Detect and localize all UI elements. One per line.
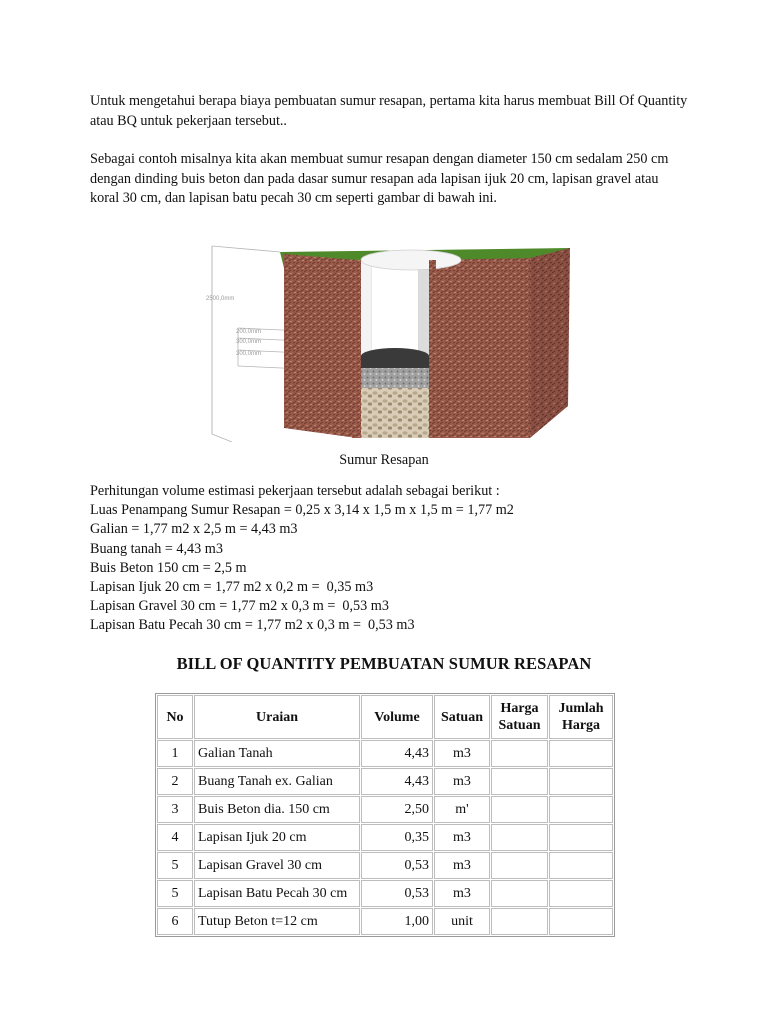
header-no: No [157, 695, 193, 739]
well-cross-section-illustration [192, 238, 582, 442]
row-no: 2 [157, 768, 193, 795]
header-harga-satuan [491, 695, 548, 739]
row-satuan: m3 [434, 824, 490, 851]
row-harga-satuan [491, 824, 548, 851]
row-uraian: Lapisan Batu Pecah 30 cm [194, 880, 360, 907]
header-harga-satuan-line1: Harga [500, 701, 539, 716]
dim-batu-label: 300,0mm [236, 351, 262, 357]
row-harga-satuan [491, 796, 548, 823]
soil-left [284, 254, 357, 438]
dim-gravel-label: 300,0mm [236, 339, 262, 345]
row-harga-satuan [491, 740, 548, 767]
soil-right [432, 258, 530, 438]
header-volume: Volume [361, 695, 433, 739]
row-satuan: m3 [434, 768, 490, 795]
intro-paragraph-1: Untuk mengetahui berapa biaya pembuatan sumur resapan, pertama kita harus membuat Bill Of Quantity atau BQ untuk pekerjaan tersebut.. [90, 93, 688, 129]
row-jumlah-harga [549, 768, 613, 795]
row-volume: 0,35 [361, 824, 433, 851]
row-jumlah-harga [549, 880, 613, 907]
row-harga-satuan [491, 880, 548, 907]
row-uraian: Galian Tanah [194, 740, 360, 767]
table-row [157, 740, 613, 767]
row-volume: 0,53 [361, 852, 433, 879]
calc-heading: Perhitungan volume estimasi pekerjaan tersebut adalah sebagai berikut : [90, 483, 500, 499]
table-row [157, 824, 613, 851]
calculation-block [90, 482, 690, 636]
row-satuan: m3 [434, 740, 490, 767]
bq-table [155, 693, 615, 937]
row-no: 6 [157, 908, 193, 935]
calc-line: Luas Penampang Sumur Resapan = 0,25 x 3,14 x 1,5 m x 1,5 m = 1,77 m2 [90, 502, 514, 519]
row-uraian: Tutup Beton t=12 cm [194, 908, 360, 935]
table-row [157, 852, 613, 879]
row-harga-satuan [491, 908, 548, 935]
figure-caption: Sumur Resapan [339, 452, 429, 468]
row-volume: 2,50 [361, 796, 433, 823]
calc-line: Galian = 1,77 m2 x 2,5 m = 4,43 m3 [90, 521, 298, 538]
row-jumlah-harga [549, 824, 613, 851]
row-no: 1 [157, 740, 193, 767]
row-uraian: Lapisan Ijuk 20 cm [194, 824, 360, 851]
calc-line: Lapisan Batu Pecah 30 cm = 1,77 m2 x 0,3 m = 0,53 m3 [90, 617, 415, 634]
header-satuan: Satuan [434, 695, 490, 739]
soil-side [530, 248, 570, 438]
row-no: 4 [157, 824, 193, 851]
calc-line: Buis Beton 150 cm = 2,5 m [90, 559, 247, 576]
lapisan-gravel [361, 368, 429, 388]
row-satuan: m3 [434, 852, 490, 879]
header-jumlah-harga [549, 695, 613, 739]
bq-title: BILL OF QUANTITY PEMBUATAN SUMUR RESAPAN [176, 654, 592, 673]
dim-ijuk-label: 200,0mm [236, 329, 262, 335]
header-jumlah-harga-line2: Harga [561, 718, 601, 733]
row-uraian: Buis Beton dia. 150 cm [194, 796, 360, 823]
calc-line: Lapisan Gravel 30 cm = 1,77 m2 x 0,3 m = 0,53 m3 [90, 598, 389, 615]
table-row [157, 880, 613, 907]
calc-line: Buang tanah = 4,43 m3 [90, 540, 223, 557]
tutup-beton [361, 250, 461, 270]
table-row [157, 768, 613, 795]
header-harga-satuan-line2: Satuan [498, 718, 541, 733]
row-satuan: unit [434, 908, 490, 935]
row-harga-satuan [491, 852, 548, 879]
bq-header-row [157, 695, 613, 739]
table-row [157, 796, 613, 823]
header-jumlah-harga-line1: Jumlah [558, 701, 604, 716]
calc-line: Lapisan Ijuk 20 cm = 1,77 m2 x 0,2 m = 0,35 m3 [90, 579, 374, 596]
lapisan-batu-pecah [361, 388, 429, 438]
table-row [157, 908, 613, 935]
row-jumlah-harga [549, 852, 613, 879]
row-no: 3 [157, 796, 193, 823]
row-volume: 4,43 [361, 740, 433, 767]
intro-paragraph-2: Sebagai contoh misalnya kita akan membuat sumur resapan dengan diameter 150 cm sedalam 250 cm dengan dinding buis beton dan pada dasar sumur resapan ada lapisan ijuk 20 cm, lapisan gravel atau koral 30 cm, dan lapisan batu pecah 30 cm seperti gambar di bawah ini. [90, 151, 669, 206]
row-jumlah-harga [549, 740, 613, 767]
row-no: 5 [157, 852, 193, 879]
row-uraian: Lapisan Gravel 30 cm [194, 852, 360, 879]
row-satuan: m' [434, 796, 490, 823]
dim-total-label: 2500,0mm [206, 296, 235, 302]
header-uraian: Uraian [194, 695, 360, 739]
row-jumlah-harga [549, 908, 613, 935]
row-jumlah-harga [549, 796, 613, 823]
row-volume: 0,53 [361, 880, 433, 907]
row-harga-satuan [491, 768, 548, 795]
row-volume: 4,43 [361, 768, 433, 795]
row-volume: 1,00 [361, 908, 433, 935]
row-uraian: Buang Tanah ex. Galian [194, 768, 360, 795]
sumur-resapan-figure [192, 238, 582, 442]
row-satuan: m3 [434, 880, 490, 907]
row-no: 5 [157, 880, 193, 907]
